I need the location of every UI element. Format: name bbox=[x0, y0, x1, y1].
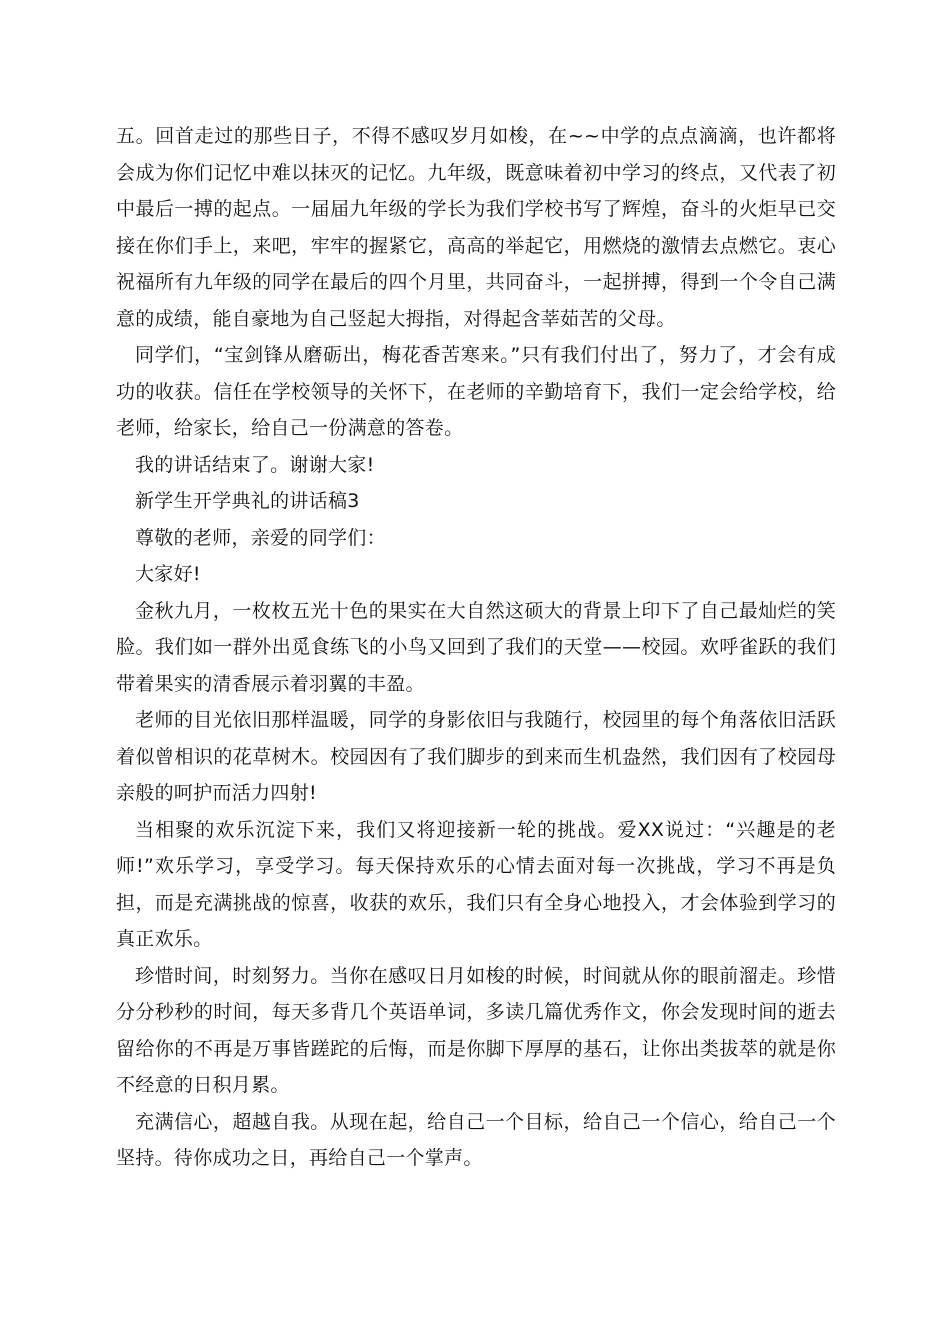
paragraph-cherish-time: 珍惜时间，时刻努力。当你在感叹日月如梭的时候，时间就从你的眼前溜走。珍惜分分秒秒的时间，每天多背几个英语单词，多读几篇优秀作文，你会发现时间的逝去留给你的不再是万事皆蹉跎的后悔，而是你脚下厚厚的基石，让你出类拔萃的就是你不经意的日积月累。 bbox=[116, 964, 836, 1096]
paragraph-ninth-grade-blessing: 五。回首走过的那些日子，不得不感叹岁月如梭，在~~中学的点点滴滴，也许都将会成为你们记忆中难以抹灭的记忆。九年级，既意味着初中学习的终点，又代表了初中最后一搏的起点。一届届九年级的学长为我们学校书写了辉煌，奋斗的火炬早已交接在你们手上，来吧，牢牢的握紧它，高高的举起它，用燃烧的激情去点燃它。衷心祝福所有九年级的同学在最后的四个月里，共同奋斗，一起拼搏，得到一个令自己满意的成绩，能自豪地为自己竖起大拇指，对得起含莘茹苦的父母。 bbox=[116, 125, 836, 330]
paragraph-speech-end: 我的讲话结束了。谢谢大家! bbox=[135, 453, 375, 476]
paragraph-teachers: 老师的目光依旧那样温暖，同学的身影依旧与我随行，校园里的每个角落依旧活跃着似曾相识的花草树木。校园因有了我们脚步的到来而生机盎然，我们因有了校园母亲般的呵护而活力四射! bbox=[116, 709, 836, 804]
paragraph-autumn: 金秋九月，一枚枚五光十色的果实在大自然这硕大的背景上印下了自己最灿烂的笑脸。我们如一群外出觅食练飞的小鸟又回到了我们的天堂——校园。欢呼雀跃的我们带着果实的清香展示着羽翼的丰盈。 bbox=[116, 599, 836, 695]
paragraph-confidence: 充满信心，超越自我。从现在起，给自己一个目标，给自己一个信心，给自己一个坚持。待你成功之日，再给自己一个掌声。 bbox=[116, 1110, 836, 1169]
document-body bbox=[116, 118, 836, 1177]
section-heading: 新学生开学典礼的讲话稿3 bbox=[135, 490, 360, 512]
paragraph-greeting: 大家好! bbox=[135, 563, 201, 585]
paragraph-classmates-quote: 同学们，“宝剑锋从磨砺出，梅花香苦寒来。”只有我们付出了，努力了，才会有成功的收获。信任在学校领导的关怀下，在老师的辛勤培育下，我们一定会给学校，给老师，给家长，给自己一份满意的答卷。 bbox=[116, 344, 836, 439]
paragraph-challenge: 当相聚的欢乐沉淀下来，我们又将迎接新一轮的挑战。爱XX说过：“兴趣是的老师!”欢乐学习，享受学习。每天保持欢乐的心情去面对每一次挑战，学习不再是负担，而是充满挑战的惊喜，收获的欢乐，我们只有全身心地投入，才会体验到学习的真正欢乐。 bbox=[116, 818, 836, 950]
paragraph-salutation: 尊敬的老师，亲爱的同学们： bbox=[135, 526, 386, 549]
